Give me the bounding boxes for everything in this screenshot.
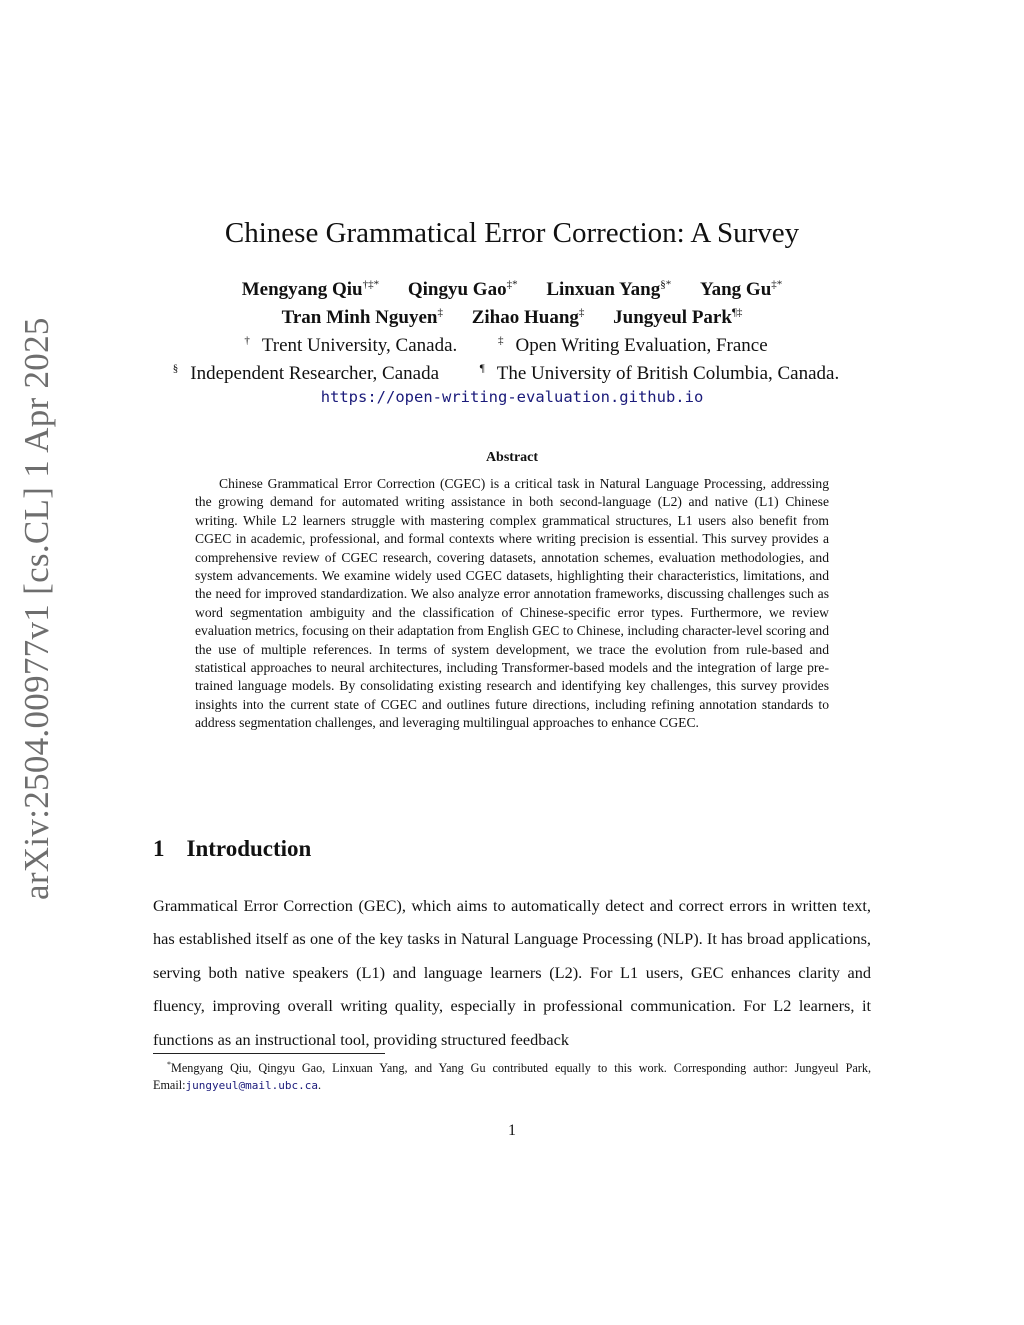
email-link[interactable]: jungyeul@mail.ubc.ca	[185, 1078, 318, 1092]
affiliation: § Independent Researcher, Canada	[172, 362, 440, 384]
section-number: 1	[153, 836, 165, 861]
section-title: Introduction	[186, 836, 312, 861]
affiliation-row-1	[120, 330, 904, 358]
footnote-end: .	[317, 1077, 321, 1092]
affiliation: † Trent University, Canada.	[244, 334, 458, 356]
author: Yang Gu‡*	[699, 279, 783, 301]
affiliation: ‡ Open Writing Evaluation, France	[498, 334, 768, 356]
author: Zihao Huang‡	[471, 306, 585, 329]
project-url-row	[120, 385, 904, 410]
footnote	[153, 1057, 871, 1094]
footnote-divider	[153, 1053, 385, 1054]
section-heading-introduction	[153, 836, 311, 862]
affiliation: ¶ The University of British Columbia, Canada.	[479, 362, 840, 384]
introduction-text: Grammatical Error Correction (GEC), which aims to automatically detect and correct errors in written text, has established itself as one of the key tasks in Natural Language Processing (NLP). It has broad applications, serving both native speakers (L1) and language learners (L2). For L1 users, GEC enhances clarity and fluency, improving overall writing quality, especially in professional communication. For L2 learners, it functions as an instructional tool, providing structured feedback	[153, 896, 871, 1049]
author: Mengyang Qiu†‡*	[241, 279, 380, 301]
footnote-mark: *	[167, 1060, 171, 1069]
arxiv-identifier-stamp: arXiv:2504.00977v1 [cs.CL] 1 Apr 2025	[17, 317, 56, 900]
abstract-text: Chinese Grammatical Error Correction (CGEC) is a critical task in Natural Language Processing, addressing the growing demand for automated writing assistance in both second-language (L2) and native (L1) Chinese writing. While L2 learners struggle with mastering complex grammatical structures, L1 users also benefit from CGEC in academic, professional, and formal contexts where writing precision is essential. This survey provides a comprehensive review of CGEC research, covering datasets, annotation schemes, evaluation methodologies, and system advancements. We examine widely used CGEC datasets, highlighting their characteristics, limitations, and the need for improved standardization. We also analyze error annotation frameworks, discussing challenges such as word segmentation ambiguity and the classification of Chinese-specific error types. Furthermore, we review evaluation metrics, focusing on their adaptation from English GEC to Chinese, including character-level scoring and the use of multiple references. In terms of system development, we trace the evolution from rule-based and statistical approaches to neural architectures, including Transformer-based models and the integration of large pre-trained language models. By consolidating existing research and identifying key challenges, this survey provides insights into the current state of CGEC and outlines future directions, including refining annotation standards to address segmentation challenges, and leveraging multilingual approaches to enhance CGEC.	[195, 476, 829, 731]
author-block	[120, 274, 904, 410]
author-row-2	[120, 302, 904, 330]
abstract-heading: Abstract	[485, 450, 539, 465]
project-url-link[interactable]: https://open-writing-evaluation.github.io	[320, 388, 704, 407]
author: Qingyu Gao‡*	[407, 279, 518, 301]
paper-title: Chinese Grammatical Error Correction: A Survey	[224, 217, 800, 249]
affiliation-row-2	[120, 357, 904, 385]
page-number: 1	[508, 1122, 516, 1139]
author: Linxuan Yang§*	[546, 279, 672, 301]
author: Jungyeul Park¶‡	[613, 306, 743, 329]
author-row-1	[120, 274, 904, 302]
author: Tran Minh Nguyen‡	[281, 306, 443, 329]
footnote-text: Mengyang Qiu, Qingyu Gao, Linxuan Yang, and Yang Gu contributed equally to this work. Corresponding author: Jungyeul Park, Email:	[153, 1061, 871, 1092]
